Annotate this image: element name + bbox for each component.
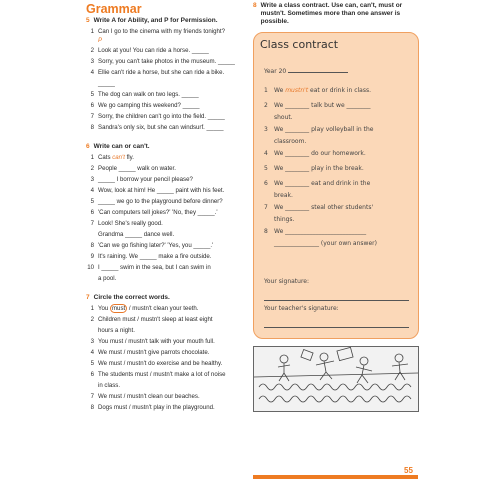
exercise-8-heading <box>253 2 423 26</box>
exercise-item[interactable] <box>86 273 236 284</box>
right-column <box>253 2 423 27</box>
contract-year <box>264 66 348 77</box>
contract-line[interactable] <box>264 100 371 111</box>
bottom-accent-bar <box>253 475 418 479</box>
contract-line[interactable] <box>264 112 293 123</box>
item-number: 7 <box>90 393 94 400</box>
exercise-number: 5 <box>86 17 90 24</box>
item-number: 2 <box>90 165 94 172</box>
exercise-item[interactable] <box>86 111 236 122</box>
teacher-signature-blank[interactable] <box>264 321 409 328</box>
item-text: You must / mustn't talk with your mouth full. <box>98 338 215 345</box>
exercise-item[interactable] <box>86 56 236 67</box>
item-number <box>86 380 94 391</box>
item-text: Dogs must / mustn't play in the playground. <box>98 404 215 411</box>
contract-line[interactable] <box>264 136 306 147</box>
exercise-item[interactable] <box>86 196 236 207</box>
contract-line-text: things. <box>274 216 295 223</box>
exercise-item[interactable] <box>86 336 236 347</box>
item-number: 6 <box>90 209 94 216</box>
item-text: We must / mustn't clean our beaches. <box>98 393 200 400</box>
item-text <box>98 303 236 314</box>
exercise-item[interactable] <box>86 391 236 402</box>
item-text: Sorry, you can't take photos in the museum. _____ <box>98 58 235 65</box>
contract-line[interactable] <box>264 238 377 249</box>
exercise-item[interactable] <box>86 89 236 100</box>
item-number: 6 <box>90 102 94 109</box>
item-text: Wow, look at him! He _____ paint with his feet. <box>98 187 225 194</box>
item-number: 1 <box>90 154 94 161</box>
exercise-6-heading <box>86 143 236 151</box>
contract-line-text: We ________ steal other students' <box>274 204 374 211</box>
contract-line-text: We ________ play in the break. <box>274 165 364 172</box>
signature-line[interactable] <box>264 276 309 287</box>
item-text: Sandra's only six, but she can windsurf. _____ <box>98 124 224 131</box>
exercise-item[interactable] <box>86 358 236 369</box>
exercise-item[interactable] <box>86 369 236 380</box>
class-contract-box <box>253 32 419 339</box>
contract-line-text: _______________ (your own answer) <box>274 240 377 247</box>
item-number: 1 <box>90 28 94 35</box>
exercise-item[interactable] <box>86 122 236 133</box>
contract-line-text: We ________ talk but we ________ <box>274 102 371 109</box>
exercise-item[interactable] <box>86 218 236 229</box>
year-blank[interactable] <box>288 66 348 73</box>
item-number: 9 <box>90 253 94 260</box>
exercise-item[interactable] <box>86 152 236 163</box>
item-text: The dog can walk on two legs. _____ <box>98 91 199 98</box>
contract-line[interactable] <box>264 148 366 159</box>
contract-line[interactable] <box>264 163 364 174</box>
exercise-number: 8 <box>253 2 257 9</box>
contract-line-text: break. <box>274 192 293 199</box>
item-number: 2 <box>90 47 94 54</box>
item-text: Can I go to the cinema with my friends tonight? <box>98 28 226 35</box>
item-text: _____ we go to the playground before dinner? <box>98 198 223 205</box>
item-text: a pool. <box>98 275 117 282</box>
item-number <box>86 325 94 336</box>
item-number <box>86 273 94 284</box>
circled-word: must <box>111 305 126 312</box>
contract-line[interactable] <box>264 85 371 96</box>
exercise-7-list <box>86 303 236 413</box>
contract-line-text: We ________ play volleyball in the <box>274 126 374 133</box>
item-text: We must / mustn't do exercise and be healthy. <box>98 360 223 367</box>
item-text: 'Can we go fishing later?' 'Yes, you _____.' <box>98 242 214 249</box>
item-text: Sorry, the children can't go into the field. _____ <box>98 113 225 120</box>
item-text: Look! She's really good. <box>98 220 163 227</box>
contract-line-number: 6 <box>264 180 268 187</box>
item-number: 8 <box>90 242 94 249</box>
example-answer: P <box>98 37 103 44</box>
year-label: Year 20 <box>264 68 287 75</box>
item-number: 10 <box>87 264 94 271</box>
item-number: 7 <box>90 220 94 227</box>
teacher-signature-label: Your teacher's signature: <box>264 305 339 312</box>
contract-title: Class contract <box>260 38 339 51</box>
instruction-line: possible. <box>260 18 289 25</box>
example-answer: can't <box>112 154 125 161</box>
item-number: 8 <box>90 404 94 411</box>
item-number: 5 <box>90 91 94 98</box>
item-text-pre: You <box>98 305 110 312</box>
item-text: We go camping this weekend? _____ <box>98 102 200 109</box>
item-number: 4 <box>90 187 94 194</box>
exercise-number: 6 <box>86 143 90 150</box>
item-number: 1 <box>90 305 94 312</box>
exercise-item[interactable] <box>86 26 236 37</box>
exercise-5-list <box>86 26 236 133</box>
contract-line-number: 5 <box>264 165 268 172</box>
item-number: 3 <box>90 176 94 183</box>
item-text-pre: Cats <box>98 154 113 161</box>
contract-line-text: We ___________________________ <box>274 228 367 235</box>
exercise-5-heading <box>86 17 236 25</box>
item-text: Look at you! You can ride a horse. _____ <box>98 47 209 54</box>
item-text: People _____ walk on water. <box>98 165 176 172</box>
item-number: 3 <box>90 58 94 65</box>
item-text: in class. <box>98 382 121 389</box>
page-number: 55 <box>404 466 413 475</box>
item-text: The students must / mustn't make a lot of noise <box>98 371 226 378</box>
contract-line[interactable] <box>264 226 366 237</box>
instruction-line: mustn't. Sometimes more than one answer is <box>260 10 401 17</box>
item-text <box>98 152 236 163</box>
item-text-post: / mustn't clean your teeth. <box>127 305 199 312</box>
exercise-6-list <box>86 152 236 284</box>
contract-line[interactable] <box>264 124 373 135</box>
item-text: Grandma _____ dance well. <box>98 231 175 238</box>
exercise-instruction <box>261 2 403 26</box>
contract-line-number: 4 <box>264 150 268 157</box>
item-number: 3 <box>90 338 94 345</box>
item-number: 2 <box>90 316 94 323</box>
exercise-item[interactable] <box>86 185 236 196</box>
item-number: 6 <box>90 371 94 378</box>
exercise-item[interactable] <box>86 174 236 185</box>
exercise-item[interactable] <box>86 229 236 240</box>
item-text: It's raining. We _____ make a fire outside. <box>98 253 212 260</box>
exercise-number: 7 <box>86 294 90 301</box>
contract-line-number: 2 <box>264 102 268 109</box>
contract-line-text: We ________ do our homework. <box>274 150 366 157</box>
item-text: We must / mustn't give parrots chocolate. <box>98 349 210 356</box>
exercise-item[interactable] <box>86 314 236 325</box>
item-text: _____ I borrow your pencil please? <box>98 176 193 183</box>
item-number: 5 <box>90 360 94 367</box>
contract-line[interactable] <box>264 190 293 201</box>
contract-line-number: 8 <box>264 228 268 235</box>
exercise-item[interactable] <box>86 303 236 314</box>
item-number: 7 <box>90 113 94 120</box>
item-number: 4 <box>90 349 94 356</box>
contract-line-number: 7 <box>264 204 268 211</box>
teacher-signature-line[interactable] <box>264 303 339 314</box>
exercise-7-heading <box>86 294 236 302</box>
exercise-item[interactable] <box>86 262 236 273</box>
contract-line-number: 1 <box>264 87 268 94</box>
signature-label: Your signature: <box>264 278 309 285</box>
item-text: I _____ swim in the sea, but I can swim in <box>98 264 211 271</box>
exercise-item[interactable] <box>86 100 236 111</box>
exercise-item[interactable] <box>86 240 236 251</box>
item-text: hours a night. <box>98 327 135 334</box>
item-number <box>86 229 94 240</box>
exercise-item[interactable] <box>86 207 236 218</box>
signature-blank[interactable] <box>264 294 409 301</box>
page-title: Grammar <box>86 2 142 16</box>
contract-line[interactable] <box>264 202 373 213</box>
exercise-item[interactable] <box>86 45 236 56</box>
item-number: 8 <box>90 124 94 131</box>
exercise-item[interactable] <box>86 325 236 336</box>
exercise-item[interactable] <box>86 347 236 358</box>
item-text: Ellie can't ride a horse, but she can ride a bike. _____ <box>98 69 225 87</box>
exercise-instruction: Write A for Ability, and P for Permission. <box>93 17 218 24</box>
instruction-line: Write a class contract. Use can, can't, must or <box>260 2 403 9</box>
contract-line[interactable] <box>264 178 370 189</box>
left-column <box>86 17 236 413</box>
contract-line-pre: We <box>274 87 286 94</box>
illustration-drawing <box>254 347 418 411</box>
exercise-item[interactable] <box>86 163 236 174</box>
exercise-item[interactable] <box>86 380 236 391</box>
example-answer: mustn't <box>285 87 309 94</box>
exercise-instruction: Circle the correct words. <box>93 294 170 301</box>
contract-line-text: We ________ eat and drink in the <box>274 180 371 187</box>
contract-line-number: 3 <box>264 126 268 133</box>
item-text: Children must / mustn't sleep at least eight <box>98 316 213 323</box>
exercise-item[interactable] <box>86 251 236 262</box>
exercise-item[interactable] <box>86 67 236 89</box>
item-text: 'Can computers tell jokes?' 'No, they _____.' <box>98 209 218 216</box>
exercise-item[interactable] <box>86 402 236 413</box>
item-number: 4 <box>90 69 94 76</box>
contract-line[interactable] <box>264 214 294 225</box>
exercise-instruction: Write can or can't. <box>93 143 150 150</box>
item-text-post: fly. <box>124 154 134 161</box>
children-playing-illustration <box>253 346 419 412</box>
contract-line-text: shout. <box>274 114 293 121</box>
item-number: 5 <box>90 198 94 205</box>
contract-line-post: eat or drink in class. <box>308 87 372 94</box>
contract-line-text: classroom. <box>274 138 307 145</box>
